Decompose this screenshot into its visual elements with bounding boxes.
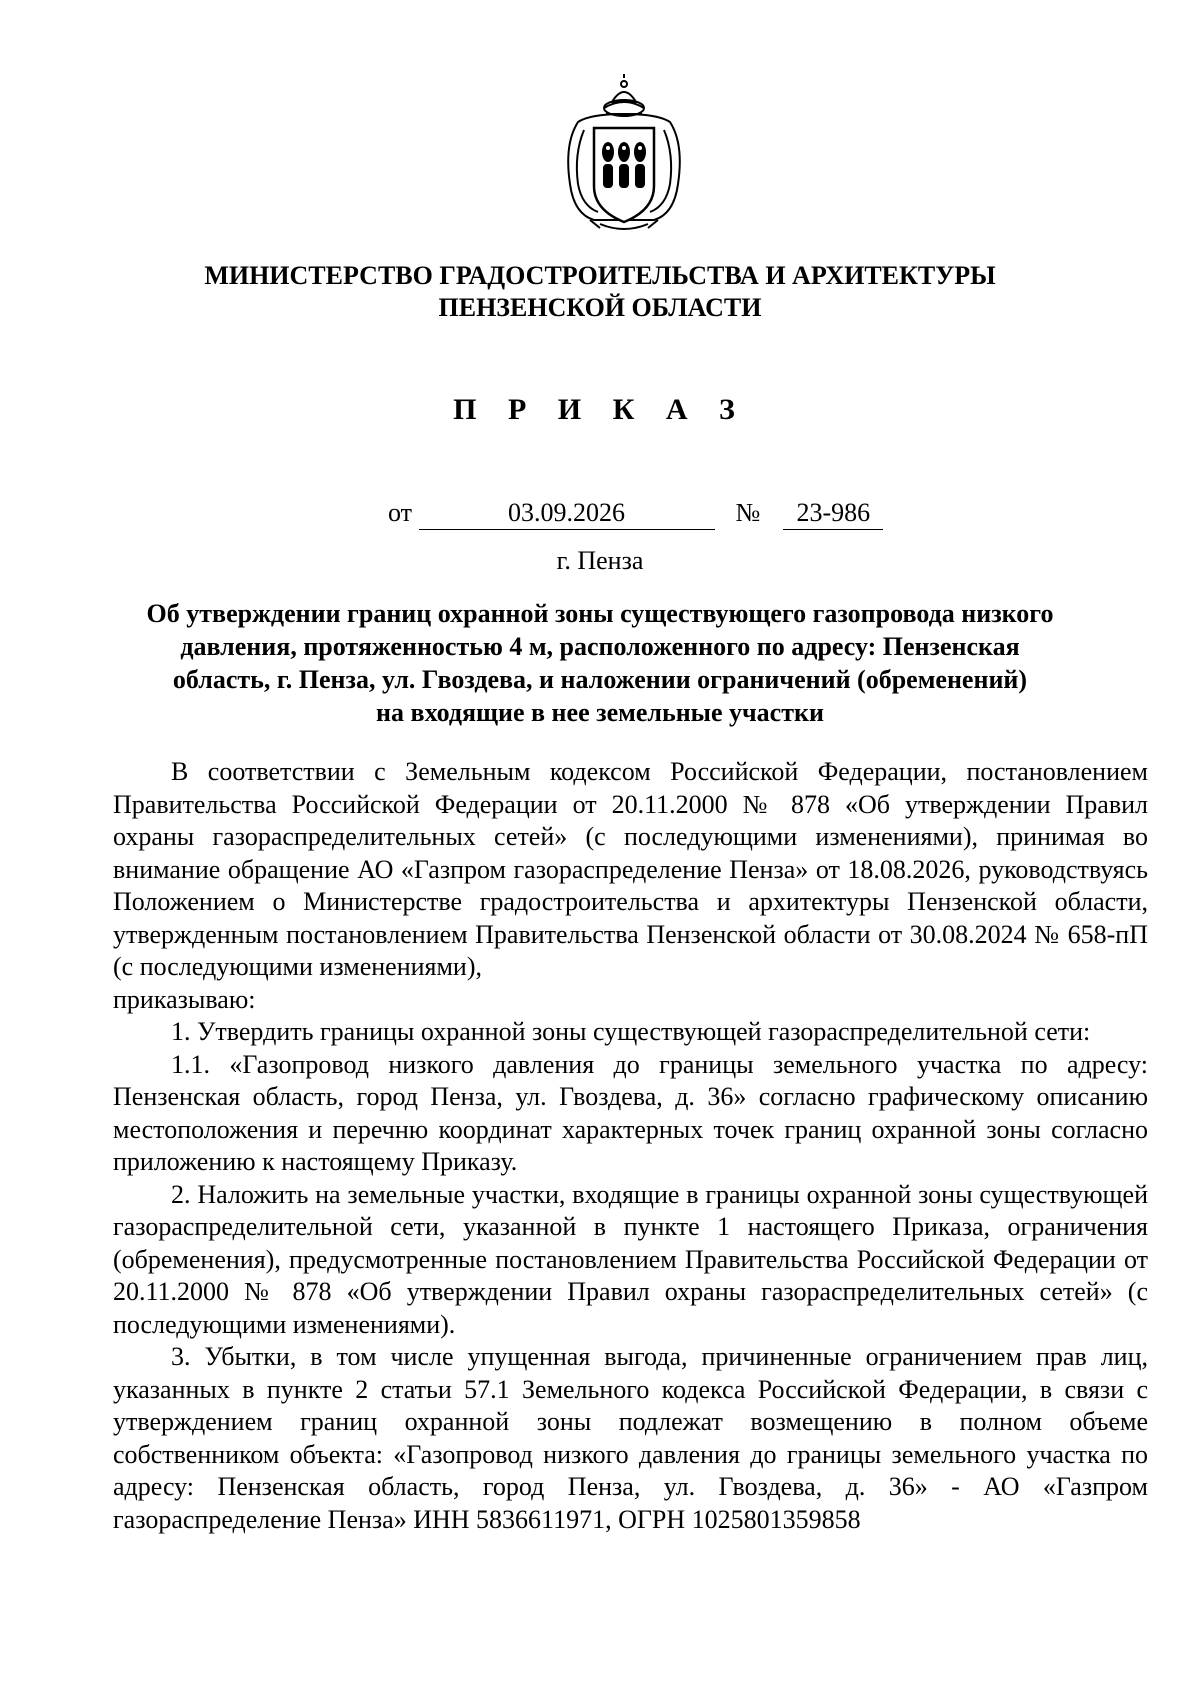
document-number: 23-986 xyxy=(783,497,883,530)
item-1-1-paragraph: 1.1. «Газопровод низкого давления до границы земельного участка по адресу: Пензенская область, город Пенза, ул. Гвоздева, д. 36» согласно графическому описанию местоположения и перечню координат характерных точек границ охранной зоны согласно приложению к настоящему Приказу. xyxy=(113,1049,1148,1176)
ministry-name-line1: МИНИСТЕРСТВО ГРАДОСТРОИТЕЛЬСТВА И АРХИТЕКТУРЫ xyxy=(204,261,996,290)
date-number-row xyxy=(388,496,883,530)
document-city: г. Пенза xyxy=(556,546,644,575)
subject-line4: на входящие в нее земельные участки xyxy=(376,698,824,727)
coat-of-arms-emblem xyxy=(560,74,688,236)
ministry-name xyxy=(100,260,1100,324)
document-date: 03.09.2026 xyxy=(419,497,715,530)
subject-line2: давления, протяженностью 4 м, расположенного по адресу: Пензенская xyxy=(180,632,1020,661)
command-word: приказываю: xyxy=(113,984,256,1014)
number-prefix: № xyxy=(735,498,761,527)
item-1-paragraph: 1. Утвердить границы охранной зоны существующей газораспределительной сети: xyxy=(171,1017,1091,1046)
ministry-name-line2: ПЕНЗЕНСКОЙ ОБЛАСТИ xyxy=(438,293,762,322)
item-2-paragraph: 2. Наложить на земельные участки, входящие в границы охранной зоны существующей газораспределительной сети, указанной в пункте 1 настоящего Приказа, ограничения (обременения), предусмотренные постановлением Правительства Российской Федерации от 20.11.2000 № 878 «Об утверждении Правил охраны газораспределительных сетей» (с последующими изменениями). xyxy=(113,1179,1148,1339)
subject-line1: Об утверждении границ охранной зоны существующего газопровода низкого xyxy=(146,599,1054,628)
document-subject xyxy=(116,597,1084,729)
preamble-paragraph: В соответствии с Земельным кодексом Российской Федерации, постановлением Правительства Российской Федерации от 20.11.2000 № 878 «Об утверждении Правил охраны газораспределительных сетей» (с последующими изменениями), принимая во внимание обращение АО «Газпром газораспределение Пенза» от 18.08.2026, руководствуясь Положением о Министерстве градостроительства и архитектуры Пензенской области, утвержденным постановлением Правительства Пензенской области от 30.08.2024 № 658-пП (с последующими изменениями), xyxy=(113,757,1148,981)
document-type-title: П Р И К А З xyxy=(453,393,747,426)
document-body xyxy=(113,756,1148,1536)
subject-line3: область, г. Пенза, ул. Гвоздева, и наложении ограничений (обременений) xyxy=(172,665,1028,694)
date-prefix: от xyxy=(388,498,413,527)
item-3-paragraph: 3. Убытки, в том числе упущенная выгода, причиненные ограничением прав лиц, указанных в пункте 2 статьи 57.1 Земельного кодекса Российской Федерации, в связи с утверждением границ охранной зоны подлежат возмещению в полном объеме собственником объекта: «Газопровод низкого давления до границы земельного участка по адресу: Пензенская область, город Пенза, ул. Гвоздева, д. 36» - АО «Газпром газораспределение Пенза» ИНН 5836611971, ОГРН 1025801359858 xyxy=(113,1342,1148,1534)
